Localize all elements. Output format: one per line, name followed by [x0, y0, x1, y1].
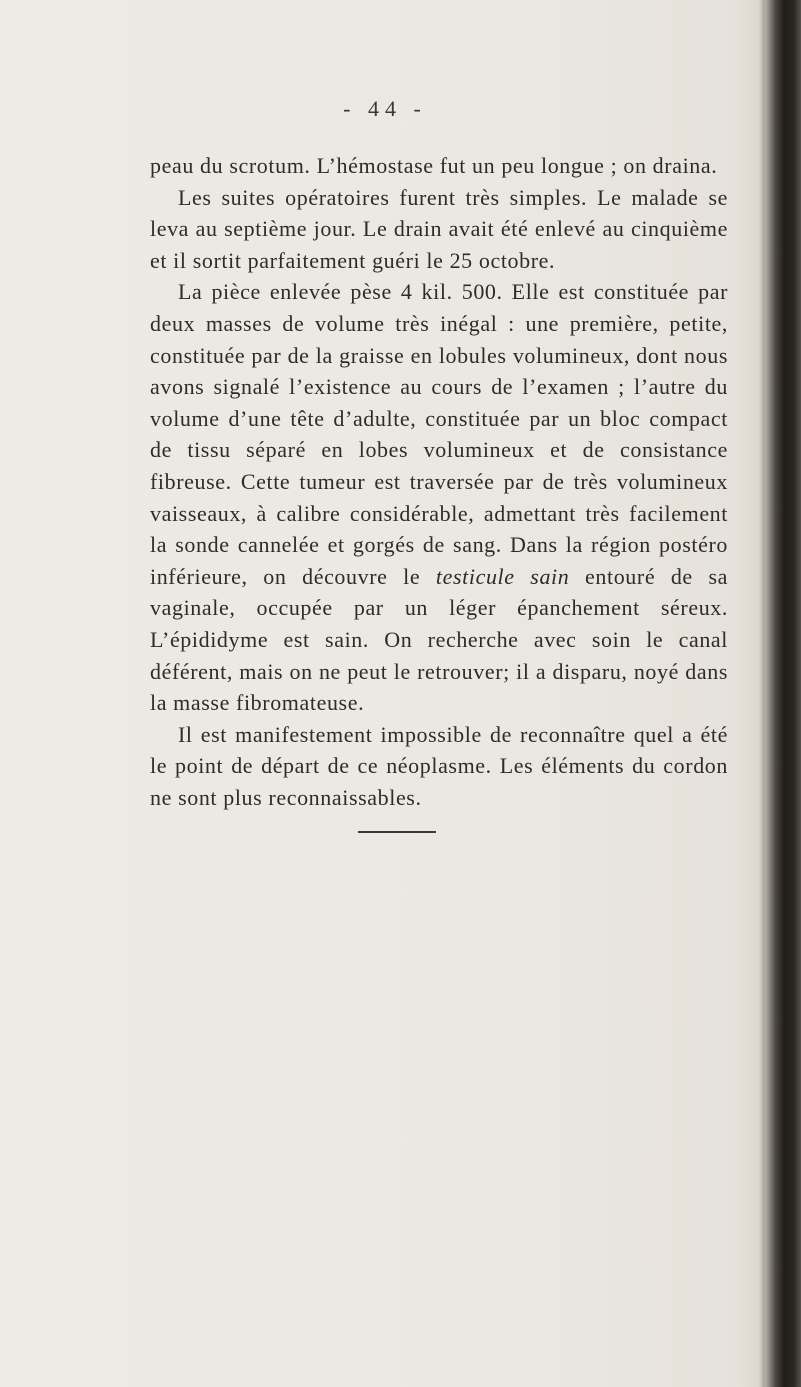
body-text [150, 150, 728, 813]
paragraph-3 [150, 276, 728, 718]
paragraph-3-text-b: entouré de sa vaginale, occupée par un léger épanchement séreux. L’épididyme est sain. On recherche avec soin le canal déférent, mais on ne peut le retrouver; il a disparu, noyé dans la masse fibromateuse. [150, 563, 728, 716]
paragraph-2-text: Les suites opératoires furent très simples. Le malade se leva au septième jour. Le drain avait été enlevé au cinquième et il sortit parfaitement guéri le 25 octobre. [150, 184, 728, 273]
page-number: - 44 - [343, 96, 427, 121]
paragraph-4-text: Il est manifestement impossible de reconnaître quel a été le point de départ de ce néoplasme. Les éléments du cordon ne sont plus reconnaissables. [150, 721, 728, 810]
end-rule [358, 831, 436, 833]
page-edge-shadow [765, 0, 801, 1387]
paragraph-3-text-a: La pièce enlevée pèse 4 kil. 500. Elle est constituée par deux masses de volume très inégal : une première, petite, constituée par de la graisse en lobules volumineux, dont nous avons signalé l’existence au cours de l’examen ; l’autre du volume d’une tête d’adulte, constituée par un bloc compact de tissu séparé en lobes volumineux et de consistance fibreuse. Cette tumeur est traversée par de très volumineux vaisseaux, à calibre considérable, admettant très facilement la sonde cannelée et gorgés de sang. Dans la région postéro inférieure, on découvre le [150, 279, 728, 589]
paragraph-2 [150, 182, 728, 277]
paragraph-1-text: peau du scrotum. L’hémostase fut un peu longue ; on draina. [150, 153, 718, 178]
paragraph-1 [150, 150, 728, 182]
paragraph-4 [150, 719, 728, 814]
paragraph-3-italic-term: testicule sain [435, 563, 570, 589]
